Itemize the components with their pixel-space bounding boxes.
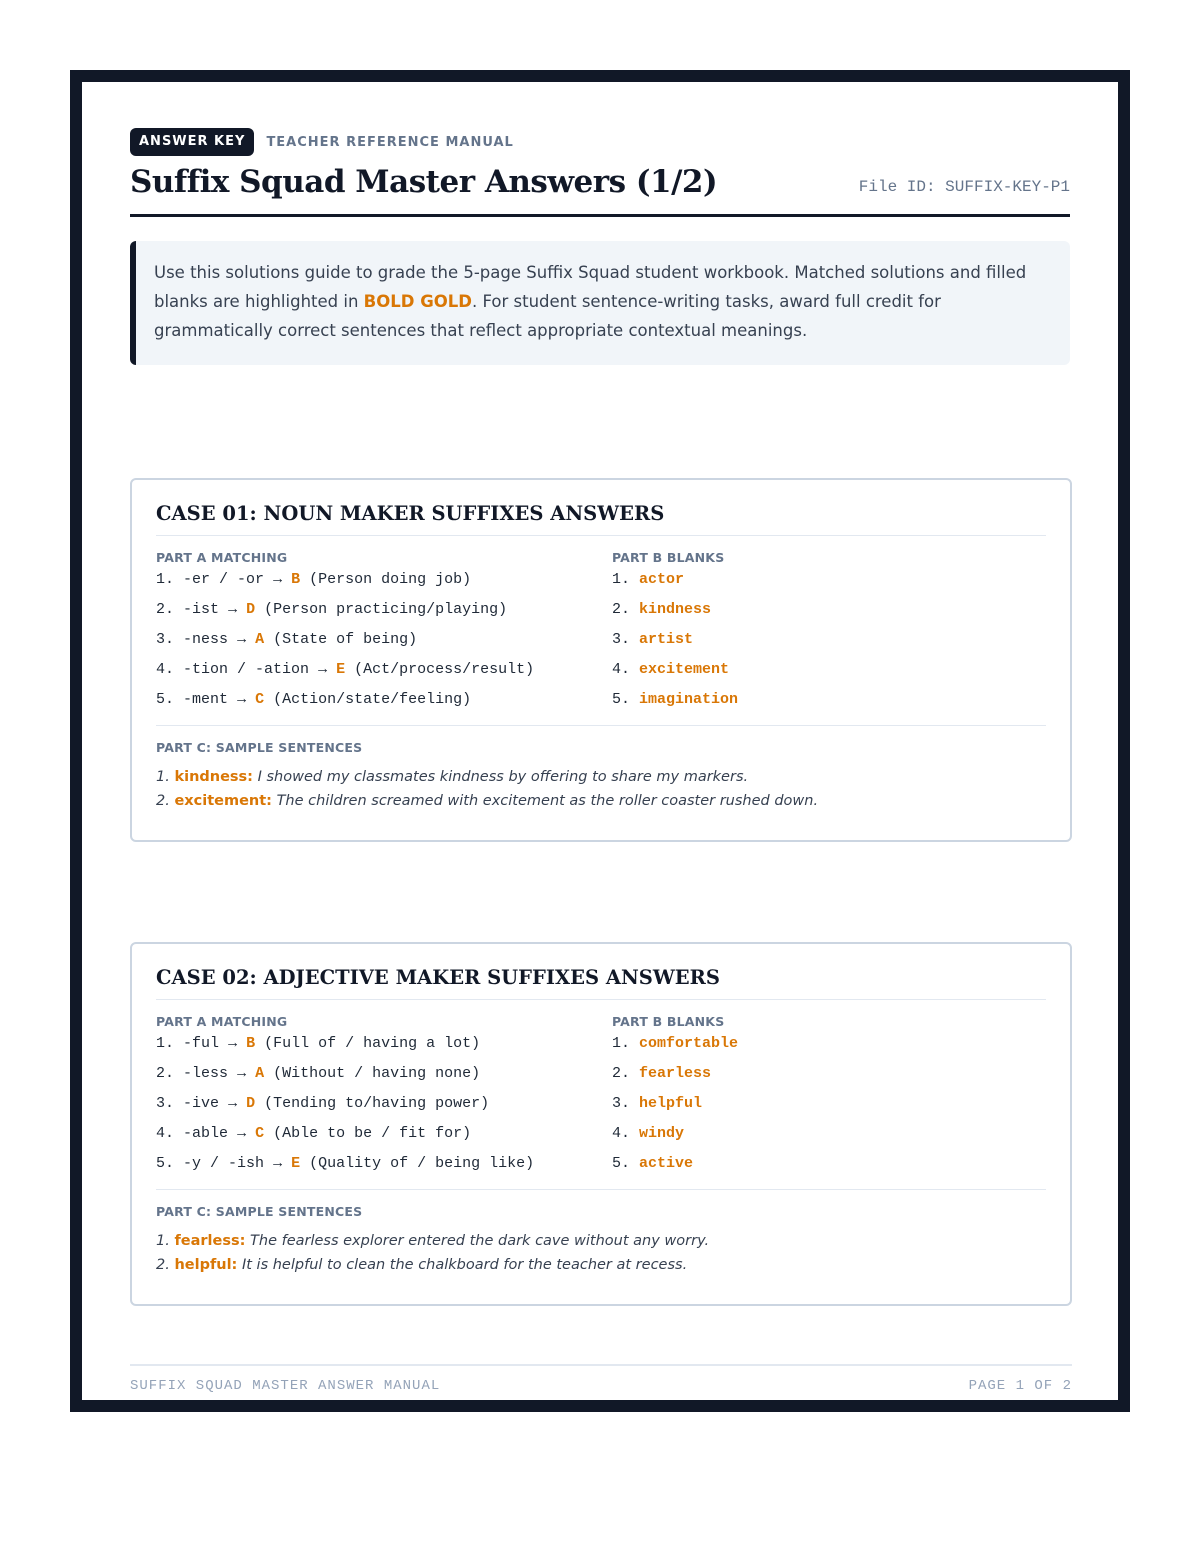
section-divider bbox=[156, 1189, 1046, 1190]
part-a-label: PART A MATCHING bbox=[156, 1014, 288, 1029]
matching-list bbox=[156, 567, 612, 717]
matching-item: 3. -ness → A (State of being) bbox=[156, 631, 418, 648]
page-title: Suffix Squad Master Answers (1/2) bbox=[130, 164, 718, 200]
answer-columns bbox=[156, 550, 1046, 717]
part-b-column bbox=[612, 1014, 1046, 1181]
sample-sentence: 1. kindness: I showed my classmates kindness by offering to share my markers. bbox=[156, 769, 749, 785]
sentence-word: fearless: bbox=[174, 1233, 246, 1249]
footer-manual-title: SUFFIX SQUAD MASTER ANSWER MANUAL bbox=[130, 1378, 441, 1394]
case-title: CASE 02: ADJECTIVE MAKER SUFFIXES ANSWERS bbox=[156, 966, 1046, 1000]
blank-answer: helpful bbox=[639, 1095, 703, 1112]
case-card-01 bbox=[130, 478, 1072, 842]
manual-kicker: TEACHER REFERENCE MANUAL bbox=[266, 134, 514, 150]
matching-answer: D bbox=[246, 1095, 256, 1112]
blank-answer: kindness bbox=[639, 601, 712, 618]
answer-columns bbox=[156, 1014, 1046, 1181]
matching-answer: C bbox=[255, 691, 265, 708]
part-b-label: PART B BLANKS bbox=[611, 550, 725, 565]
blank-answer: imagination bbox=[639, 691, 739, 708]
answer-key-page bbox=[130, 128, 1072, 1394]
answer-key-badge: ANSWER KEY bbox=[130, 128, 254, 156]
sentence-word: helpful: bbox=[174, 1257, 238, 1273]
blank-answer: excitement bbox=[639, 661, 730, 678]
header-kicker-row bbox=[130, 128, 1070, 156]
sample-sentence: 2. helpful: It is helpful to clean the chalkboard for the teacher at recess. bbox=[156, 1257, 688, 1273]
matching-answer: E bbox=[291, 1155, 301, 1172]
sentence-word: excitement: bbox=[174, 793, 272, 809]
matching-item: 2. -ist → D (Person practicing/playing) bbox=[156, 601, 508, 618]
matching-item: 2. -less → A (Without / having none) bbox=[156, 1065, 481, 1082]
matching-item: 1. -ful → B (Full of / having a lot) bbox=[156, 1035, 481, 1052]
sample-sentence: 2. excitement: The children screamed with excitement as the roller coaster rushed down. bbox=[156, 793, 819, 809]
matching-item: 4. -able → C (Able to be / fit for) bbox=[156, 1125, 472, 1142]
matching-item: 3. -ive → D (Tending to/having power) bbox=[156, 1095, 490, 1112]
section-divider bbox=[156, 725, 1046, 726]
title-row bbox=[130, 164, 1070, 217]
intro-callout bbox=[130, 241, 1070, 365]
part-b-column bbox=[612, 550, 1046, 717]
page-footer bbox=[130, 1364, 1072, 1394]
part-c-label: PART C: SAMPLE SENTENCES bbox=[156, 740, 363, 755]
part-a-column bbox=[156, 550, 612, 717]
part-c-label: PART C: SAMPLE SENTENCES bbox=[156, 1204, 363, 1219]
file-id: File ID: SUFFIX-KEY-P1 bbox=[858, 178, 1070, 196]
intro-text-end: . For student sentence-writing tasks, award full credit for grammatically correct sentences that reflect appropriate contextual meanings. bbox=[154, 292, 941, 340]
matching-answer: D bbox=[246, 601, 256, 618]
blank-item: 2. kindness bbox=[611, 601, 712, 618]
part-a-column bbox=[156, 1014, 612, 1181]
sentence-word: kindness: bbox=[174, 769, 253, 785]
matching-answer: B bbox=[291, 571, 301, 588]
blank-item: 5. imagination bbox=[611, 691, 739, 708]
sample-sentences bbox=[156, 1229, 1046, 1277]
matching-item: 5. -y / -ish → E (Quality of / being like) bbox=[156, 1155, 535, 1172]
part-b-label: PART B BLANKS bbox=[611, 1014, 725, 1029]
matching-answer: B bbox=[246, 1035, 256, 1052]
blank-answer: comfortable bbox=[639, 1035, 739, 1052]
sample-sentences bbox=[156, 765, 1046, 813]
blank-item: 5. active bbox=[611, 1155, 694, 1172]
case-title: CASE 01: NOUN MAKER SUFFIXES ANSWERS bbox=[156, 502, 1046, 536]
matching-item: 5. -ment → C (Action/state/feeling) bbox=[156, 691, 472, 708]
sample-sentence: 1. fearless: The fearless explorer entered the dark cave without any worry. bbox=[156, 1233, 710, 1249]
matching-answer: C bbox=[255, 1125, 265, 1142]
case-card-02 bbox=[130, 942, 1072, 1306]
matching-answer: A bbox=[255, 1065, 265, 1082]
blank-item: 4. excitement bbox=[611, 661, 730, 678]
blank-item: 4. windy bbox=[611, 1125, 685, 1142]
blank-item: 3. helpful bbox=[611, 1095, 703, 1112]
blank-answer: artist bbox=[639, 631, 694, 648]
matching-item: 1. -er / -or → B (Person doing job) bbox=[156, 571, 472, 588]
blank-item: 2. fearless bbox=[611, 1065, 712, 1082]
matching-answer: E bbox=[336, 661, 346, 678]
blank-answer: active bbox=[639, 1155, 694, 1172]
page-frame bbox=[70, 70, 1130, 1412]
blank-answer: actor bbox=[639, 571, 685, 588]
matching-item: 4. -tion / -ation → E (Act/process/result) bbox=[156, 661, 535, 678]
blank-item: 1. comfortable bbox=[611, 1035, 739, 1052]
blank-item: 1. actor bbox=[611, 571, 685, 588]
blanks-list bbox=[612, 567, 1046, 717]
blanks-list bbox=[612, 1031, 1046, 1181]
part-a-label: PART A MATCHING bbox=[156, 550, 288, 565]
matching-list bbox=[156, 1031, 612, 1181]
footer-page-number: PAGE 1 OF 2 bbox=[968, 1378, 1072, 1394]
intro-highlight: BOLD GOLD bbox=[363, 292, 472, 311]
blank-answer: windy bbox=[639, 1125, 685, 1142]
blank-answer: fearless bbox=[639, 1065, 712, 1082]
matching-answer: A bbox=[255, 631, 265, 648]
blank-item: 3. artist bbox=[611, 631, 694, 648]
intro-text-start: Use this solutions guide to grade the 5-page Suffix Squad student workbook. Matched solutions and filled blanks are highlighted in bbox=[154, 263, 1027, 311]
